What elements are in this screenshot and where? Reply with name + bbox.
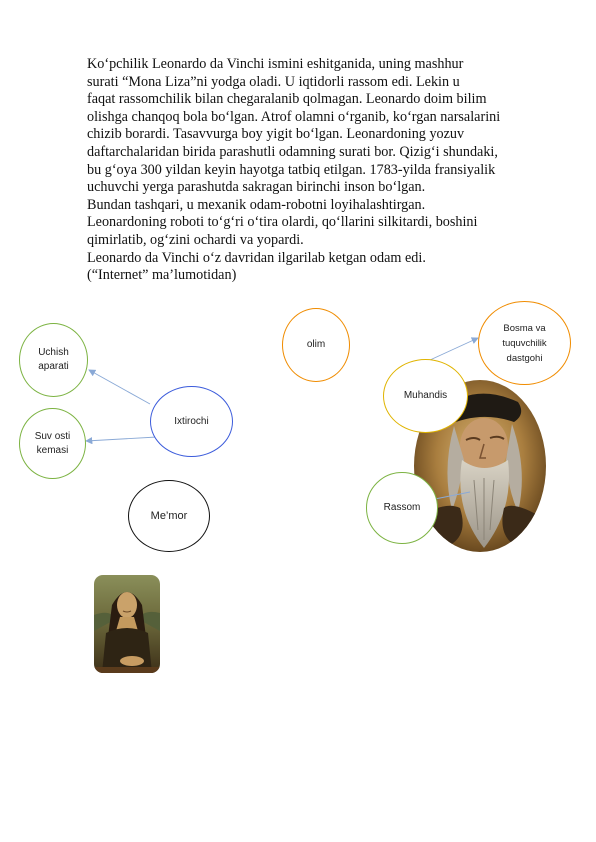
bubble-memor: Me’mor	[128, 480, 210, 552]
text-line: bu g‘oya 300 yildan keyin hayotga tatbiq etilgan. 1783-yilda fransiyalik	[87, 161, 496, 178]
arrow-ixtirochi-uchish	[89, 370, 150, 404]
text-line: chizib borardi. Tasavvurga boy yigit bo‘lgan. Leonardoning yozuv	[87, 126, 465, 143]
text-line: Bundan tashqari, u mexanik odam-robotni loyihalashtirgan.	[87, 196, 426, 213]
bubble-rassom: Rassom	[366, 472, 438, 544]
text-line: Ko‘pchilik Leonardo da Vinchi ismini eshitganida, uning mashhur	[87, 56, 464, 72]
bubble-muhandis: Muhandis	[383, 359, 468, 433]
bubble-uchish-aparati: Uchish aparati	[19, 323, 88, 397]
bubble-suv-osti-kemasi: Suv osti kemasi	[19, 408, 86, 479]
text-line: olishga chanqoq bola bo‘lgan. Atrof olamni o‘rganib, ko‘rgan narsalarini	[87, 108, 501, 125]
source-note: (“Internet” ma’lumotidan)	[87, 267, 237, 284]
text-line: daftarchalaridan birida parashutli odamning surati bor. Qizig‘i shundaki,	[87, 143, 498, 160]
text-line: Leonardoning roboti to‘g‘ri o‘tira olardi, qo‘llarini silkitardi, boshini	[87, 214, 478, 231]
text-line: qimirlatib, og‘zini ochardi va yopardi.	[87, 231, 304, 248]
text-line: Leonardo da Vinchi o‘z davridan ilgarilab ketgan odam edi.	[87, 249, 426, 266]
text-line: faqat rassomchilik bilan chegaralanib qolmagan. Leonardo doim bilim	[87, 91, 487, 108]
arrow-muhandis-bosma	[430, 338, 478, 360]
bubble-ixtirochi: Ixtirochi	[150, 386, 233, 457]
arrow-ixtirochi-suv	[86, 437, 157, 441]
text-line: uchuvchi yerga parashutda sakragan birinchi inson bo‘lgan.	[87, 179, 426, 196]
text-line: surati “Mona Liza”ni yodga oladi. U iqtidorli rassom edi. Lekin u	[87, 73, 460, 90]
bubble-olim: olim	[282, 308, 350, 382]
bubble-bosma-dastgohi: Bosma va tuquvchilik dastgohi	[478, 301, 571, 385]
